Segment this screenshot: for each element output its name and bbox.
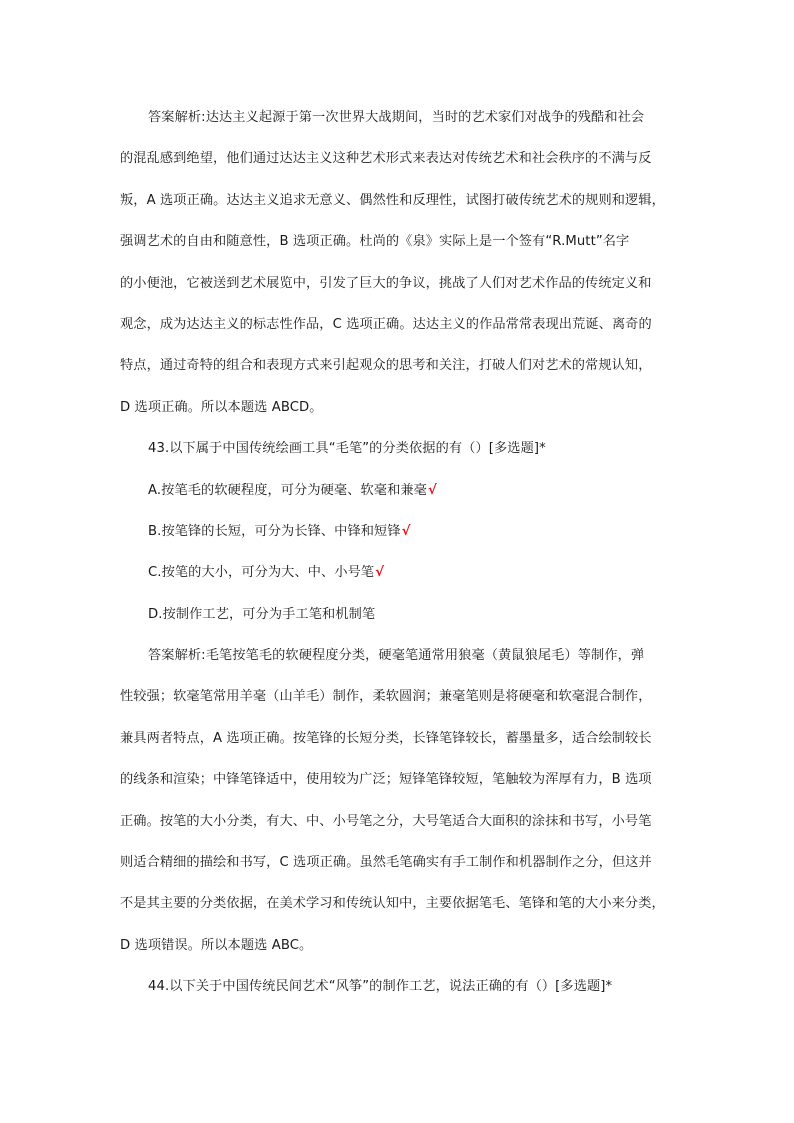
analysis-line: 的线条和渲染；中锋笔锋适中，使用较为广泛；短锋笔锋较短，笔触较为浑厚有力，B 选项 [120,772,652,788]
check-mark-icon: √ [401,523,411,539]
question-title: 43.以下属于中国传统绘画工具“毛笔”的分类依据的有（）[多选题]* [148,441,546,457]
analysis-line: D 选项正确。所以本题选 ABCD。 [120,399,323,415]
analysis-line: 则适合精细的描绘和书写，C 选项正确。虽然毛笔确实有手工制作和机器制作之分，但这并 [120,855,652,871]
option-text: C.按笔的大小，可分为大、中、小号笔 [148,565,375,581]
analysis-line: 特点，通过奇特的组合和表现方式来引起观众的思考和关注，打破人们对艺术的常规认知， [120,358,652,374]
analysis-line: D 选项错误。所以本题选 ABC。 [120,937,313,953]
option-d [120,598,676,639]
analysis-line: 正确。按笔的大小分类，有大、中、小号笔之分，大号笔适合大面积的涂抹和书写，小号笔 [120,813,652,829]
page-content [120,101,676,1012]
option-c [120,556,676,597]
question-title: 44.以下关于中国传统民间艺术“风筝”的制作工艺，说法正确的有（）[多选题]* [148,979,613,995]
question-44 [120,970,676,1011]
analysis-line: 的小便池，它被送到艺术展览中，引发了巨大的争议，挑战了人们对艺术作品的传统定义和 [120,275,652,291]
analysis-line: 兼具两者特点，A 选项正确。按笔锋的长短分类，长锋笔锋较长，蓄墨量多，适合绘制较长 [120,730,652,746]
analysis-line: 答案解析:毛笔按笔毛的软硬程度分类，硬毫笔通常用狼毫（黄鼠狼尾毛）等制作，弹 [148,648,645,664]
analysis-line: 答案解析:达达主义起源于第一次世界大战期间，当时的艺术家们对战争的残酷和社会 [148,110,645,125]
analysis-line: 的混乱感到绝望，他们通过达达主义这种艺术形式来表达对传统艺术和社会秩序的不满与反 [120,151,652,167]
question-43 [120,432,676,970]
check-mark-icon: √ [427,482,437,498]
check-mark-icon: √ [375,565,385,581]
analysis-line: 叛，A 选项正确。达达主义追求无意义、偶然性和反理性，试图打破传统艺术的规则和逻辑， [120,192,665,208]
analysis-43 [120,639,676,970]
option-text: D.按制作工艺，可分为手工笔和机制笔 [148,606,376,622]
analysis-42 [120,101,676,432]
option-b [120,515,676,556]
analysis-line: 观念，成为达达主义的标志性作品，C 选项正确。达达主义的作品常常表现出荒诞、离奇的 [120,316,652,332]
option-text: A.按笔毛的软硬程度，可分为硬毫、软毫和兼毫 [148,482,427,498]
option-a [120,474,676,515]
option-text: B.按笔锋的长短，可分为长锋、中锋和短锋 [148,523,401,539]
analysis-line: 性较强；软毫笔常用羊毫（山羊毛）制作，柔软圆润；兼毫笔则是将硬毫和软毫混合制作， [120,689,652,705]
analysis-line: 不是其主要的分类依据，在美术学习和传统认知中，主要依据笔毛、笔锋和笔的大小来分类， [120,896,665,912]
analysis-line: 强调艺术的自由和随意性，B 选项正确。杜尚的《泉》实际上是一个签有“R.Mutt”名字 [120,234,630,250]
